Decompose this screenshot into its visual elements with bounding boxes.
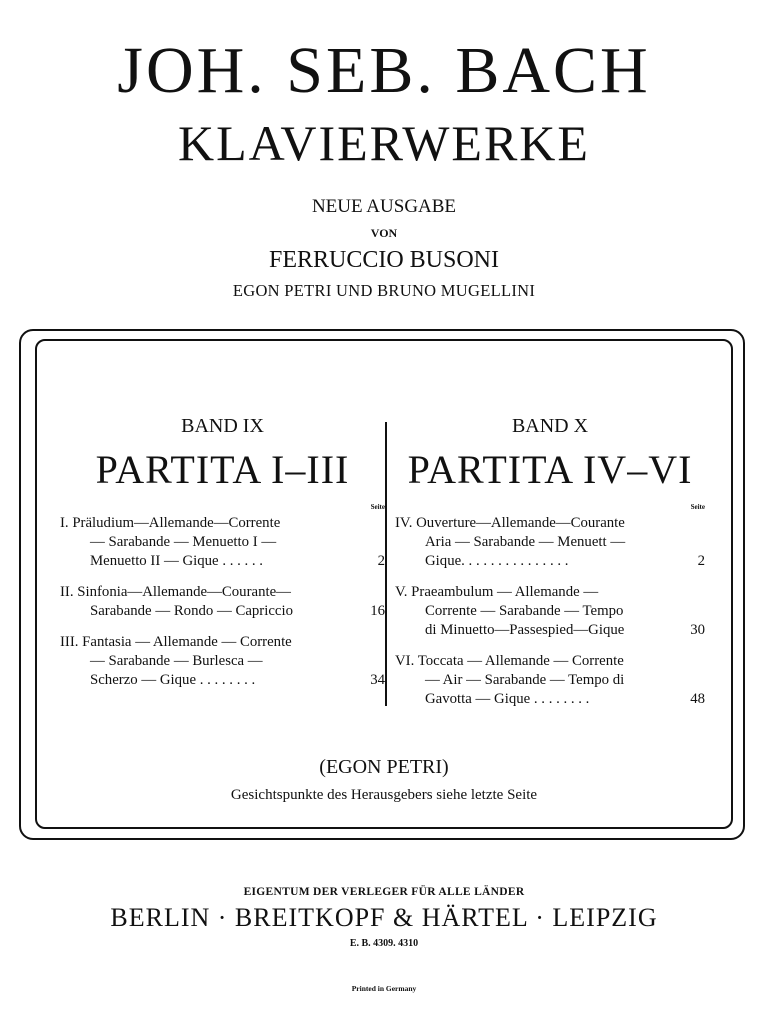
contents-text: VI. Toccata — Allemande — Corrente xyxy=(395,653,624,669)
band-column-left xyxy=(60,416,385,690)
contents-list xyxy=(60,514,385,690)
editor-name: FERRUCCIO BUSONI xyxy=(268,247,500,273)
band-label: BAND X xyxy=(511,415,589,437)
contents-line xyxy=(60,602,385,621)
contents-text: V. Praeambulum — Allemande — xyxy=(395,584,599,600)
von-label: VON xyxy=(370,226,398,240)
page-number: 16 xyxy=(370,603,385,619)
contents-entry xyxy=(60,514,385,571)
edition-label: NEUE AUSGABE xyxy=(311,196,457,217)
page-number: 30 xyxy=(690,622,705,638)
contents-text: — Sarabande — Menuetto I — xyxy=(90,534,277,550)
page-number: 48 xyxy=(690,691,705,707)
contents-line xyxy=(395,671,705,690)
contents-text: III. Fantasia — Allemande — Corrente xyxy=(60,634,292,650)
contents-line xyxy=(395,621,705,640)
leader-space xyxy=(568,552,697,571)
leader-space xyxy=(293,602,370,621)
contents-line xyxy=(60,671,385,690)
contents-text: I. Präludium—Allemande—Corrente xyxy=(60,515,281,531)
contents-text: Sarabande — Rondo — Capriccio xyxy=(90,603,293,619)
contents-line xyxy=(395,552,705,571)
editor-note: Gesichtspunkte des Herausgebers siehe letzte Seite xyxy=(230,787,538,803)
leader-space xyxy=(263,552,378,571)
page-number: 34 xyxy=(370,672,385,688)
contents-text: — Sarabande — Burlesca — xyxy=(90,653,263,669)
contents-text: Scherzo — Gique . . . . . . . . xyxy=(90,672,256,688)
contents-line xyxy=(395,533,705,552)
band-column-right xyxy=(395,416,705,709)
contents-line xyxy=(395,514,705,533)
contents-line xyxy=(60,583,385,602)
contents-line xyxy=(60,514,385,533)
contents-text: di Minuetto—Passespied—Gique xyxy=(425,622,625,638)
contents-entry xyxy=(395,652,705,709)
work-title: KLAVIERWERKE xyxy=(178,115,590,171)
leader-space xyxy=(624,621,690,640)
contents-entry xyxy=(395,514,705,571)
contents-line xyxy=(60,652,385,671)
contents-line xyxy=(60,633,385,652)
contents-text: Menuetto II — Gique . . . . . . xyxy=(90,553,264,569)
contents-line xyxy=(395,690,705,709)
printed-in: Printed in Germany xyxy=(351,984,417,993)
rights-notice: EIGENTUM DER VERLEGER FÜR ALLE LÄNDER xyxy=(243,886,525,898)
seite-label: Seite xyxy=(370,503,385,511)
editor-credit: (EGON PETRI) xyxy=(319,756,449,778)
publisher-line: BERLIN · BREITKOPF & HÄRTEL · LEIPZIG xyxy=(110,903,658,932)
contents-text: IV. Ouverture—Allemande—Courante xyxy=(395,515,625,531)
band-title: PARTITA I–III xyxy=(95,447,350,492)
composer-name: JOH. SEB. BACH xyxy=(117,34,651,107)
band-title: PARTITA IV–VI xyxy=(407,447,693,492)
contents-text: — Air — Sarabande — Tempo di xyxy=(425,672,625,688)
contents-text: Corrente — Sarabande — Tempo xyxy=(425,603,624,619)
co-editors: EGON PETRI UND BRUNO MUGELLINI xyxy=(232,281,536,300)
page-number: 2 xyxy=(697,553,705,569)
contents-text: II. Sinfonia—Allemande—Courante— xyxy=(60,584,291,600)
contents-line xyxy=(395,652,705,671)
contents-line xyxy=(60,552,385,571)
contents-text: Aria — Sarabande — Menuett — xyxy=(425,534,626,550)
leader-space xyxy=(589,690,690,709)
contents-text: Gique. . . . . . . . . . . . . . . xyxy=(425,553,569,569)
contents-line xyxy=(60,533,385,552)
contents-entry xyxy=(60,583,385,621)
band-label: BAND IX xyxy=(181,415,264,437)
page-number: 2 xyxy=(377,553,385,569)
contents-line xyxy=(395,602,705,621)
contents-line xyxy=(395,583,705,602)
column-divider xyxy=(385,422,387,706)
contents-entry xyxy=(60,633,385,690)
contents-text: Gavotta — Gique . . . . . . . . xyxy=(425,691,590,707)
catalog-number: E. B. 4309. 4310 xyxy=(349,938,419,949)
contents-entry xyxy=(395,583,705,640)
contents-list xyxy=(395,514,705,709)
leader-space xyxy=(255,671,370,690)
seite-label: Seite xyxy=(690,503,705,511)
